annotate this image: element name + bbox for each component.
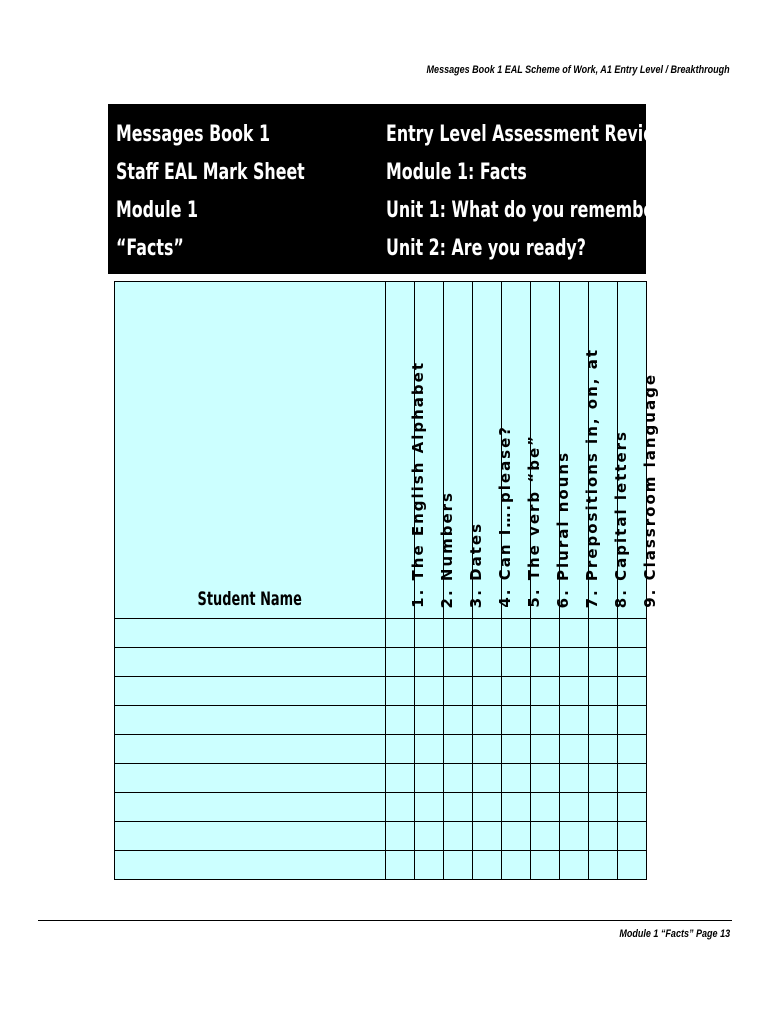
mark-cell[interactable]: [444, 619, 473, 648]
criterion-label-8: 8. Capital letters: [612, 429, 630, 608]
mark-cell[interactable]: [531, 851, 560, 880]
mark-cell[interactable]: [502, 735, 531, 764]
student-rows: [115, 619, 647, 880]
mark-cell[interactable]: [386, 677, 415, 706]
student-name-cell[interactable]: [115, 822, 386, 851]
mark-cell[interactable]: [386, 619, 415, 648]
student-name-cell[interactable]: [115, 677, 386, 706]
mark-cell[interactable]: [502, 619, 531, 648]
mark-cell[interactable]: [589, 706, 618, 735]
student-name-cell[interactable]: [115, 851, 386, 880]
table-row: [115, 648, 647, 677]
mark-cell[interactable]: [531, 677, 560, 706]
mark-cell[interactable]: [415, 677, 444, 706]
mark-cell[interactable]: [560, 793, 589, 822]
mark-cell[interactable]: [444, 648, 473, 677]
mark-cell[interactable]: [415, 648, 444, 677]
mark-cell[interactable]: [415, 793, 444, 822]
mark-cell[interactable]: [560, 851, 589, 880]
table-row: [115, 822, 647, 851]
mark-cell[interactable]: [618, 677, 647, 706]
mark-cell[interactable]: [589, 677, 618, 706]
mark-cell[interactable]: [415, 735, 444, 764]
mark-cell[interactable]: [444, 851, 473, 880]
student-name-label: Student Name: [197, 588, 303, 610]
mark-cell[interactable]: [502, 851, 531, 880]
mark-cell[interactable]: [386, 735, 415, 764]
mark-cell[interactable]: [560, 822, 589, 851]
mark-cell[interactable]: [531, 793, 560, 822]
mark-cell[interactable]: [618, 764, 647, 793]
mark-cell[interactable]: [560, 735, 589, 764]
student-name-cell[interactable]: [115, 764, 386, 793]
criterion-label-2: 2. Numbers: [438, 490, 456, 608]
mark-cell[interactable]: [560, 619, 589, 648]
assessment-title: Entry Level Assessment Review: [386, 122, 669, 147]
mark-cell[interactable]: [386, 793, 415, 822]
table-row: [115, 619, 647, 648]
module-name: “Facts”: [116, 236, 184, 261]
sheet-title: Staff EAL Mark Sheet: [116, 160, 305, 185]
mark-cell[interactable]: [589, 764, 618, 793]
criterion-header-9: [618, 282, 659, 619]
mark-cell[interactable]: [386, 648, 415, 677]
mark-cell[interactable]: [502, 648, 531, 677]
mark-cell[interactable]: [560, 648, 589, 677]
mark-cell[interactable]: [589, 648, 618, 677]
mark-cell[interactable]: [444, 706, 473, 735]
mark-cell[interactable]: [531, 619, 560, 648]
mark-cell[interactable]: [444, 822, 473, 851]
mark-cell[interactable]: [589, 793, 618, 822]
title-box: [108, 104, 672, 274]
mark-cell[interactable]: [502, 677, 531, 706]
table-row: [115, 851, 647, 880]
title-left-column: [116, 116, 378, 268]
running-header: Messages Book 1 EAL Scheme of Work, A1 Entry Level / Breakthrough: [426, 64, 730, 76]
criterion-label-4: 4. Can I….please?: [496, 425, 514, 608]
mark-cell[interactable]: [473, 764, 502, 793]
mark-sheet-table: [114, 281, 659, 880]
criterion-header-4: [473, 282, 514, 619]
mark-cell[interactable]: [560, 677, 589, 706]
mark-cell[interactable]: [415, 851, 444, 880]
mark-cell[interactable]: [589, 619, 618, 648]
mark-cell[interactable]: [618, 822, 647, 851]
criterion-label-5: 5. The verb “be”: [525, 434, 543, 608]
mark-cell[interactable]: [473, 793, 502, 822]
mark-cell[interactable]: [473, 706, 502, 735]
mark-cell[interactable]: [444, 735, 473, 764]
mark-cell[interactable]: [560, 764, 589, 793]
page-footer: Module 1 “Facts” Page 13: [619, 928, 730, 940]
mark-cell[interactable]: [415, 764, 444, 793]
mark-cell[interactable]: [531, 706, 560, 735]
student-name-cell[interactable]: [115, 706, 386, 735]
mark-cell[interactable]: [473, 851, 502, 880]
book-title: Messages Book 1: [116, 122, 270, 147]
table-row: [115, 735, 647, 764]
mark-cell[interactable]: [618, 619, 647, 648]
mark-cell[interactable]: [444, 677, 473, 706]
table-row: [115, 677, 647, 706]
mark-cell[interactable]: [473, 735, 502, 764]
mark-cell[interactable]: [618, 851, 647, 880]
mark-cell[interactable]: [473, 648, 502, 677]
mark-cell[interactable]: [531, 648, 560, 677]
mark-cell[interactable]: [386, 851, 415, 880]
mark-cell[interactable]: [589, 851, 618, 880]
unit-2-heading: Unit 2: Are you ready?: [386, 236, 586, 261]
mark-cell[interactable]: [589, 735, 618, 764]
mark-cell[interactable]: [502, 706, 531, 735]
mark-cell[interactable]: [473, 677, 502, 706]
mark-cell[interactable]: [415, 619, 444, 648]
mark-cell[interactable]: [444, 764, 473, 793]
student-name-cell[interactable]: [115, 735, 386, 764]
mark-cell[interactable]: [531, 822, 560, 851]
table-row: [115, 706, 647, 735]
student-name-cell[interactable]: [115, 793, 386, 822]
mark-cell[interactable]: [502, 764, 531, 793]
mark-cell[interactable]: [618, 735, 647, 764]
criterion-header-1: [386, 282, 427, 619]
mark-cell[interactable]: [502, 822, 531, 851]
mark-cell[interactable]: [473, 822, 502, 851]
table-row: [115, 764, 647, 793]
mark-cell[interactable]: [618, 706, 647, 735]
mark-cell[interactable]: [618, 648, 647, 677]
mark-cell[interactable]: [618, 793, 647, 822]
student-name-cell[interactable]: [115, 619, 386, 648]
criterion-header-6: [531, 282, 572, 619]
criterion-label-1: 1. The English Alphabet: [409, 361, 427, 608]
criterion-label-7: 7. Prepositions in, on, at: [583, 347, 601, 608]
mark-cell[interactable]: [386, 764, 415, 793]
student-name-header: [115, 282, 386, 619]
student-name-cell[interactable]: [115, 648, 386, 677]
criterion-header-5: [502, 282, 543, 619]
header-row: [115, 282, 647, 619]
unit-1-heading: Unit 1: What do you remember?: [386, 198, 672, 223]
criterion-label-9: 9. Classroom language: [641, 373, 659, 608]
table-row: [115, 793, 647, 822]
criterion-header-7: [560, 282, 601, 619]
mark-cell[interactable]: [589, 822, 618, 851]
mark-cell[interactable]: [473, 619, 502, 648]
mark-cell[interactable]: [560, 706, 589, 735]
criterion-header-2: [415, 282, 456, 619]
footer-divider: [38, 920, 732, 921]
mark-cell[interactable]: [502, 793, 531, 822]
module-title: Module 1: [116, 198, 198, 223]
criterion-label-6: 6. Plural nouns: [554, 450, 572, 608]
mark-cell[interactable]: [386, 706, 415, 735]
mark-cell[interactable]: [415, 706, 444, 735]
mark-cell[interactable]: [415, 822, 444, 851]
title-right-column: [386, 116, 768, 268]
criterion-header-3: [444, 282, 485, 619]
mark-cell[interactable]: [386, 822, 415, 851]
module-heading: Module 1: Facts: [386, 160, 527, 185]
mark-cell[interactable]: [531, 735, 560, 764]
criterion-label-3: 3. Dates: [467, 521, 485, 608]
mark-cell[interactable]: [531, 764, 560, 793]
criterion-header-8: [589, 282, 630, 619]
mark-cell[interactable]: [444, 793, 473, 822]
